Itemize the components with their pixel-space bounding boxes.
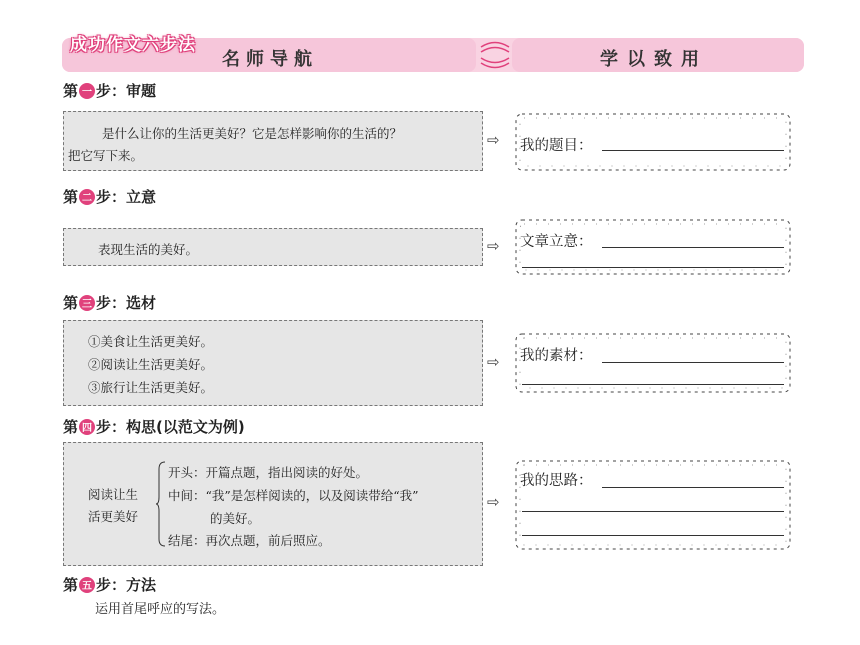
answer-line[interactable] (522, 535, 784, 536)
step1-content-box: 是什么让你的生活更美好？它是怎样影响你的生活的？ 把它写下来。 (63, 111, 483, 171)
step-heading-2: 第 二 步：立意 (63, 188, 157, 206)
frame-my-title: 我的题目： (510, 108, 796, 176)
frame-my-materials: 我的素材： (510, 328, 796, 398)
step-number-badge: 四 (79, 419, 95, 435)
step-heading-5: 第 五 步：方法 (63, 576, 157, 594)
section-title-teacher-guide: 名师导航 (222, 49, 318, 70)
arrow-right-icon: ⇨ (487, 493, 500, 511)
arrow-right-icon: ⇨ (487, 353, 500, 371)
wave-divider-icon (478, 39, 512, 71)
step5-method-text: 运用首尾呼应的写法。 (95, 602, 226, 617)
step3-content-box: ①美食让生活更美好。 ②阅读让生活更美好。 ③旅行让生活更美好。 (63, 320, 483, 406)
outline-brace-icon (156, 461, 166, 547)
step-number-badge: 二 (79, 189, 95, 205)
answer-line[interactable] (522, 267, 784, 268)
answer-line[interactable] (602, 247, 784, 248)
arrow-right-icon: ⇨ (487, 131, 500, 149)
step-heading-1: 第 一 步：审题 (63, 82, 157, 100)
step4-content-box: 阅读让生 活更美好 开头：开篇点题，指出阅读的好处。 中间：“我”是怎样阅读的，以及阅读带给“我” 的美好。 结尾：再次点题，前后照应。 (63, 442, 483, 566)
step2-content-box: 表现生活的美好。 (63, 228, 483, 266)
section-title-practice: 学以致用 (600, 49, 708, 70)
step-heading-4: 第 四 步：构思(以范文为例) (63, 418, 245, 436)
arrow-right-icon: ⇨ (487, 237, 500, 255)
step-number-badge: 三 (79, 295, 95, 311)
step-number-badge: 五 (79, 577, 95, 593)
step-heading-3: 第 三 步：选材 (63, 294, 157, 312)
answer-line[interactable] (522, 511, 784, 512)
frame-article-idea: 文章立意： (510, 214, 796, 280)
header-badge: 成功作文六步法 (70, 35, 196, 55)
answer-line[interactable] (602, 150, 784, 151)
answer-line[interactable] (522, 384, 784, 385)
answer-line[interactable] (602, 487, 784, 488)
answer-line[interactable] (602, 362, 784, 363)
step-number-badge: 一 (79, 83, 95, 99)
frame-my-ideas: 我的思路： (510, 455, 796, 555)
